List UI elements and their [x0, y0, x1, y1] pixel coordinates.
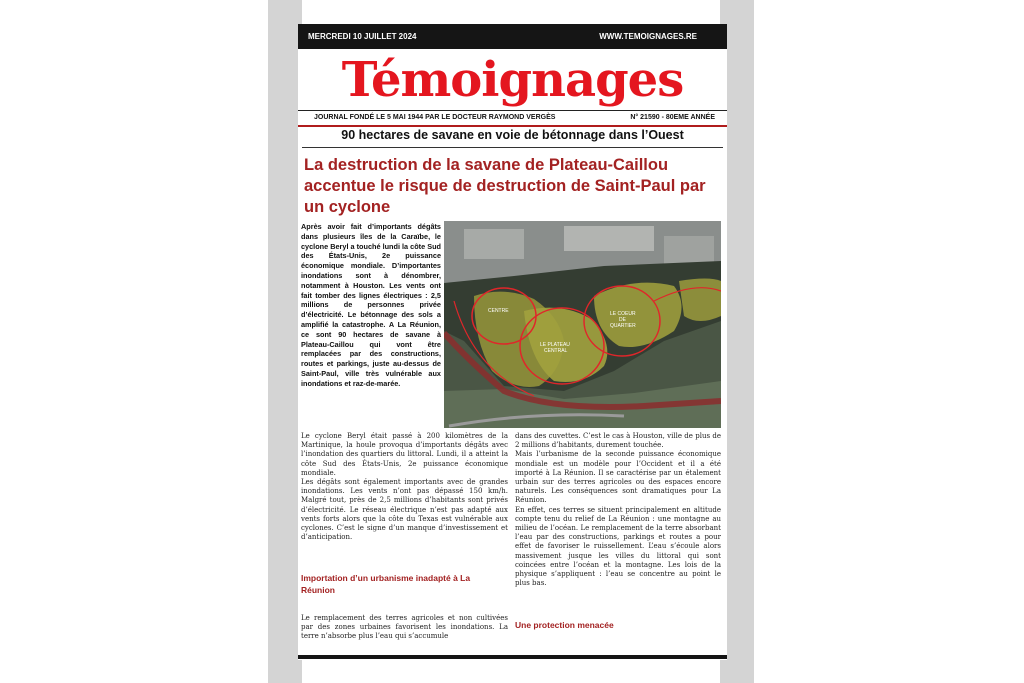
founding-note: JOURNAL FONDÉ LE 5 MAI 1944 PAR LE DOCTEUR RAYMOND VERGÈS [314, 114, 556, 121]
newspaper-logo: Témoignages [341, 52, 684, 108]
map-label-coeur-1: LE COEUR [610, 311, 636, 317]
subheading-protection: Une protection menacée [515, 620, 614, 630]
body-paragraph: Les dégâts sont également importants avec de grandes inondations. Les vents n’ont pas dépassé 150 km/h. Malgré tout, près de 2,5 millions d’habitants sont privés d’électricité. Le réseau électrique n’est pas adapté aux vents forts alors que la côte du Texas est vulnérable aux cyclones. C’est le signe d’un manque d’investissement et d’anticipation. [301, 478, 508, 542]
body-column-1-continued [301, 614, 508, 642]
body-column-2 [515, 432, 721, 588]
website-link[interactable]: WWW.TEMOIGNAGES.RE [599, 32, 697, 41]
issue-number: N° 21590 - 80EME ANNÉE [630, 114, 715, 121]
body-paragraph: dans des cuvettes. C’est le cas à Houston, ville de plus de 2 millions d’habitants, durement touchée. [515, 432, 721, 450]
issue-date: MERCREDI 10 JUILLET 2024 [308, 32, 417, 41]
aerial-map-photo [444, 221, 721, 428]
body-paragraph: Le remplacement des terres agricoles et non cultivées par des zones urbaines favorisent les inondations. La terre n’absorbe plus l’eau qui s’accumule [301, 614, 508, 641]
subheading-urbanisme: Importation d’un urbanisme inadapté à La Réunion [301, 573, 471, 595]
map-label-coeur-3: QUARTIER [610, 323, 636, 329]
map-label-plateau-2: CENTRAL [544, 348, 568, 354]
body-paragraph: En effet, ces terres se situent principalement en altitude compte tenu du relief de La Réunion : une montagne au milieu de l’océan. Le remplacement de la terre absorbant l’eau par des constructions, parkings et routes a pour effet de favoriser le ruissellement. L’eau s’écoule alors massivement jusque les villes du littoral qui sont coincées entre l’océan et la montagne. Les lois de la physique s’appliquent : l’eau se concentre au point le plus bas. [515, 505, 721, 588]
article-lead: Après avoir fait d’importants dégâts dans plusieurs îles de la Caraïbe, le cyclone Beryl a touché lundi la côte Sud des États-Unis, 2e puissance économique mondiale. D’importantes inondations sont à dénombrer, notamment à Houston. Les vents ont fait tomber des lignes électriques : 2,5 millions de personnes privée d’électricité. Le bétonnage des sols a amplifié la catastrophe. A La Réunion, ce sont 90 hectares de savane à Plateau-Caillou qui vont être remplacées par des constructions, routes et parkings, juste au-dessus de Saint-Paul, ville très vulnérable aux inondations et raz-de-marée. [301, 222, 441, 388]
body-column-1 [301, 432, 508, 542]
body-paragraph: Mais l’urbanisme de la seconde puissance économique mondiale est un modèle pour l’Occident et il a été importé à La Réunion. Il se caractérise par un étalement urbain sur des terres agricoles ou des espaces encore naturels. Les conséquences sont dramatiques pour La Réunion. [515, 450, 721, 505]
article-kicker: 90 hectares de savane en voie de bétonnage dans l’Ouest [341, 128, 684, 142]
left-page-gutter [268, 0, 302, 683]
article-headline: La destruction de la savane de Plateau-Caillou accentue le risque de destruction de Saint-Paul par un cyclone [304, 156, 706, 216]
kicker-divider [302, 147, 723, 148]
map-label-coeur-2: DE [619, 317, 626, 323]
map-label-plateau-1: LE PLATEAU [540, 342, 570, 348]
masthead [298, 50, 727, 108]
newspaper-page [298, 24, 727, 660]
map-label-centre: CENTRE [488, 308, 509, 314]
page-bottom-bar [298, 655, 727, 659]
top-bar [298, 24, 727, 49]
masthead-subline [298, 110, 727, 127]
body-paragraph: Le cyclone Beryl était passé à 200 kilomètres de la Martinique, la houle provoqua d’importants dégâts avec l’inondation des quartiers du littoral. Lundi, il a atteint la côte Sud des États-Unis, 2e puissance économique mondiale. [301, 432, 508, 477]
